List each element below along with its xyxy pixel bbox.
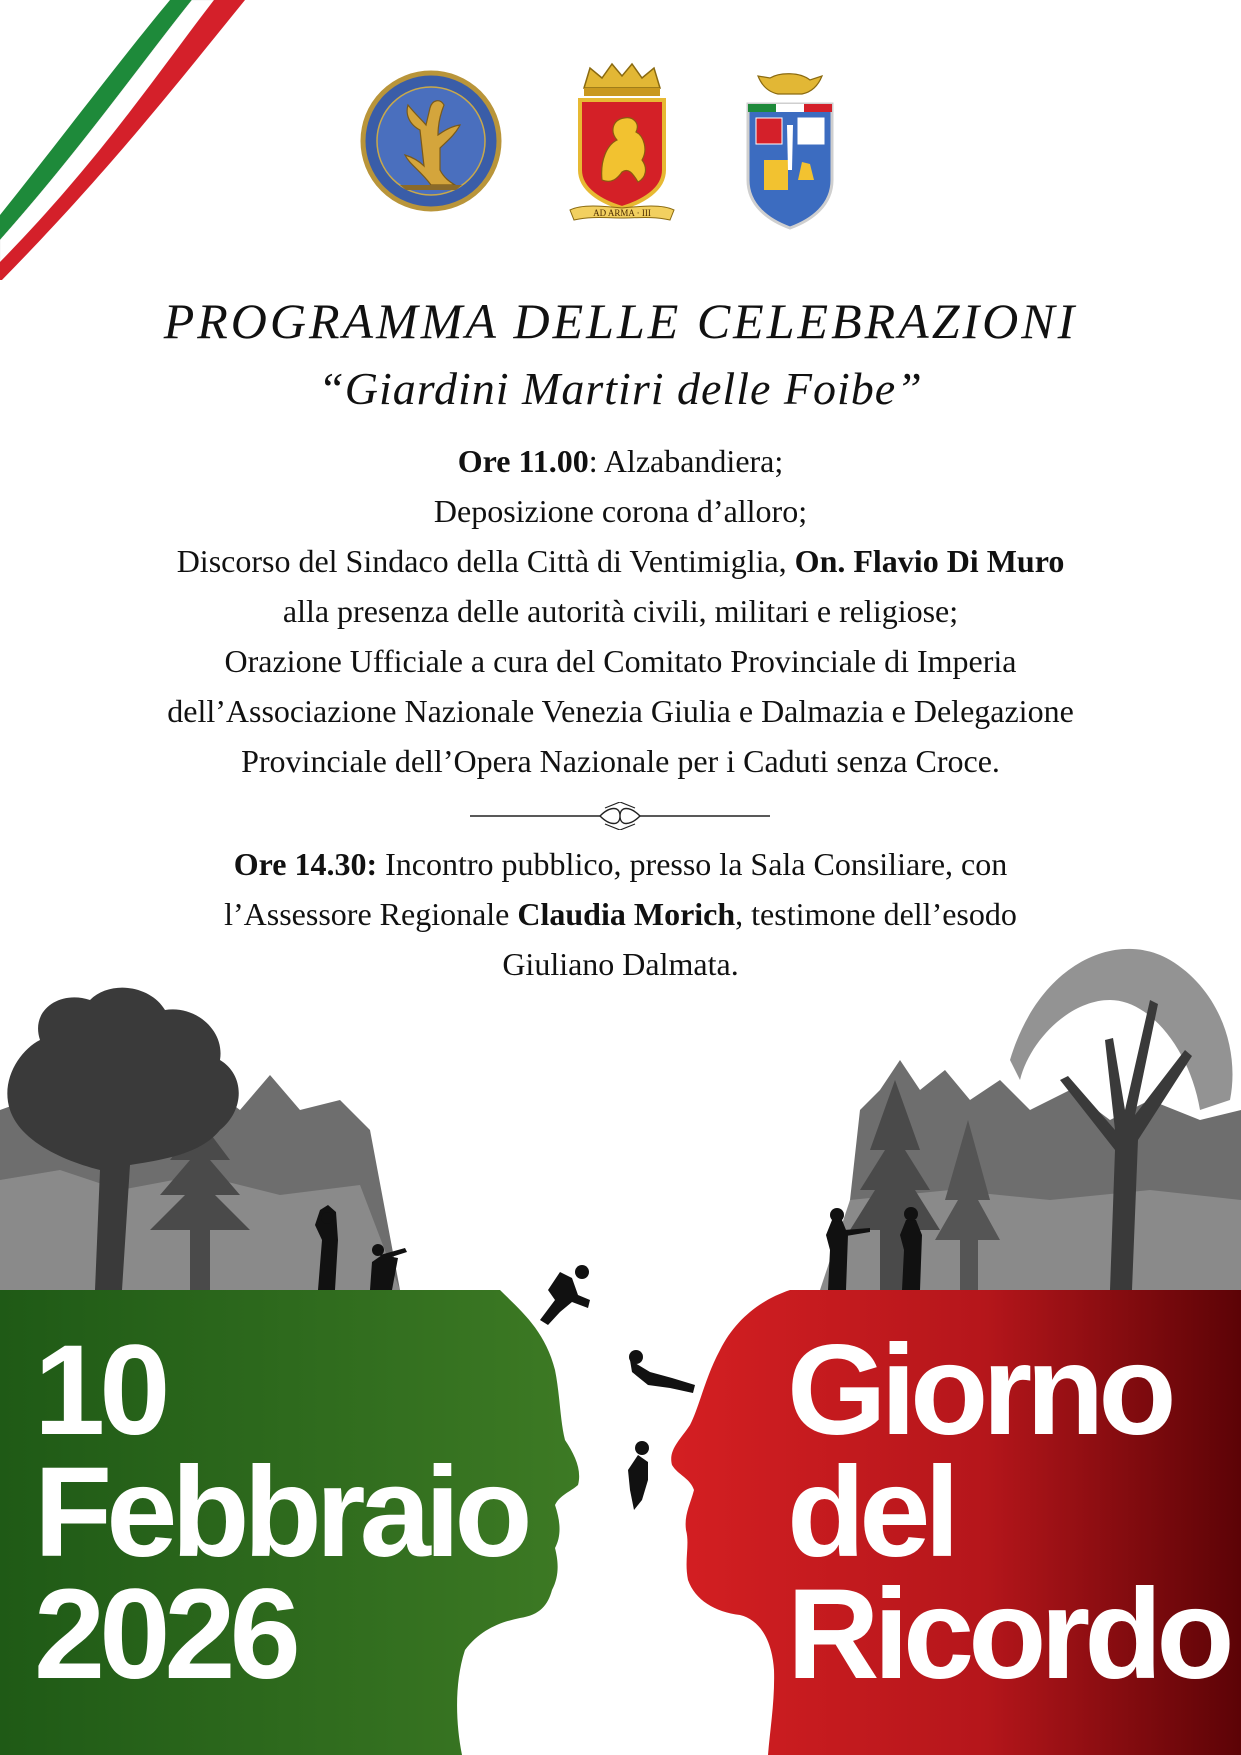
motto-text: AD ARMA · III — [593, 208, 651, 218]
italian-flag-ribbon — [0, 0, 260, 280]
ornamental-divider — [470, 802, 770, 830]
date-day: 10 — [34, 1319, 165, 1462]
assessor-name: Claudia Morich — [517, 896, 736, 932]
program-line: Discorso del Sindaco della Città di Ventimiglia, On. Flavio Di Muro — [176, 543, 1065, 579]
date-year: 2026 — [34, 1563, 295, 1706]
program-line: Orazione Ufficiale a cura del Comitato Provinciale di Imperia — [224, 643, 1017, 679]
morning-time: Ore 11.00 — [457, 443, 589, 479]
program-line: dell’Associazione Nazionale Venezia Giulia e Dalmazia e Delegazione — [167, 693, 1074, 729]
morning-program — [0, 436, 1241, 786]
afternoon-time: Ore 14.30: — [233, 846, 378, 882]
medal-emblem-icon — [360, 70, 502, 212]
event-date — [34, 1319, 527, 1706]
ventimiglia-coat-of-arms-icon — [562, 60, 682, 230]
mayor-name: On. Flavio Di Muro — [794, 543, 1065, 579]
event-word-3: Ricordo — [787, 1563, 1229, 1706]
program-line: Ore 11.00: Alzabandiera; — [457, 443, 784, 479]
program-line: Giuliano Dalmata. — [502, 946, 739, 982]
event-name — [787, 1319, 1229, 1706]
page-title: PROGRAMMA DELLE CELEBRAZIONI — [163, 293, 1078, 349]
program-line: l’Assessore Regionale Claudia Morich, testimone dell’esodo — [224, 896, 1017, 932]
event-word-2: del — [787, 1441, 954, 1584]
page-subtitle: “Giardini Martiri delle Foibe” — [318, 363, 923, 414]
program-line: Provinciale dell’Opera Nazionale per i Caduti senza Croce. — [241, 743, 1000, 779]
program-line: alla presenza delle autorità civili, militari e religiose; — [282, 593, 959, 629]
association-emblem-icon — [740, 70, 840, 235]
date-month: Febbraio — [34, 1441, 527, 1584]
program-line: Ore 14.30: Incontro pubblico, presso la Sala Consiliare, con — [233, 846, 1008, 882]
event-word-1: Giorno — [787, 1319, 1171, 1462]
program-line: Deposizione corona d’alloro; — [433, 493, 808, 529]
